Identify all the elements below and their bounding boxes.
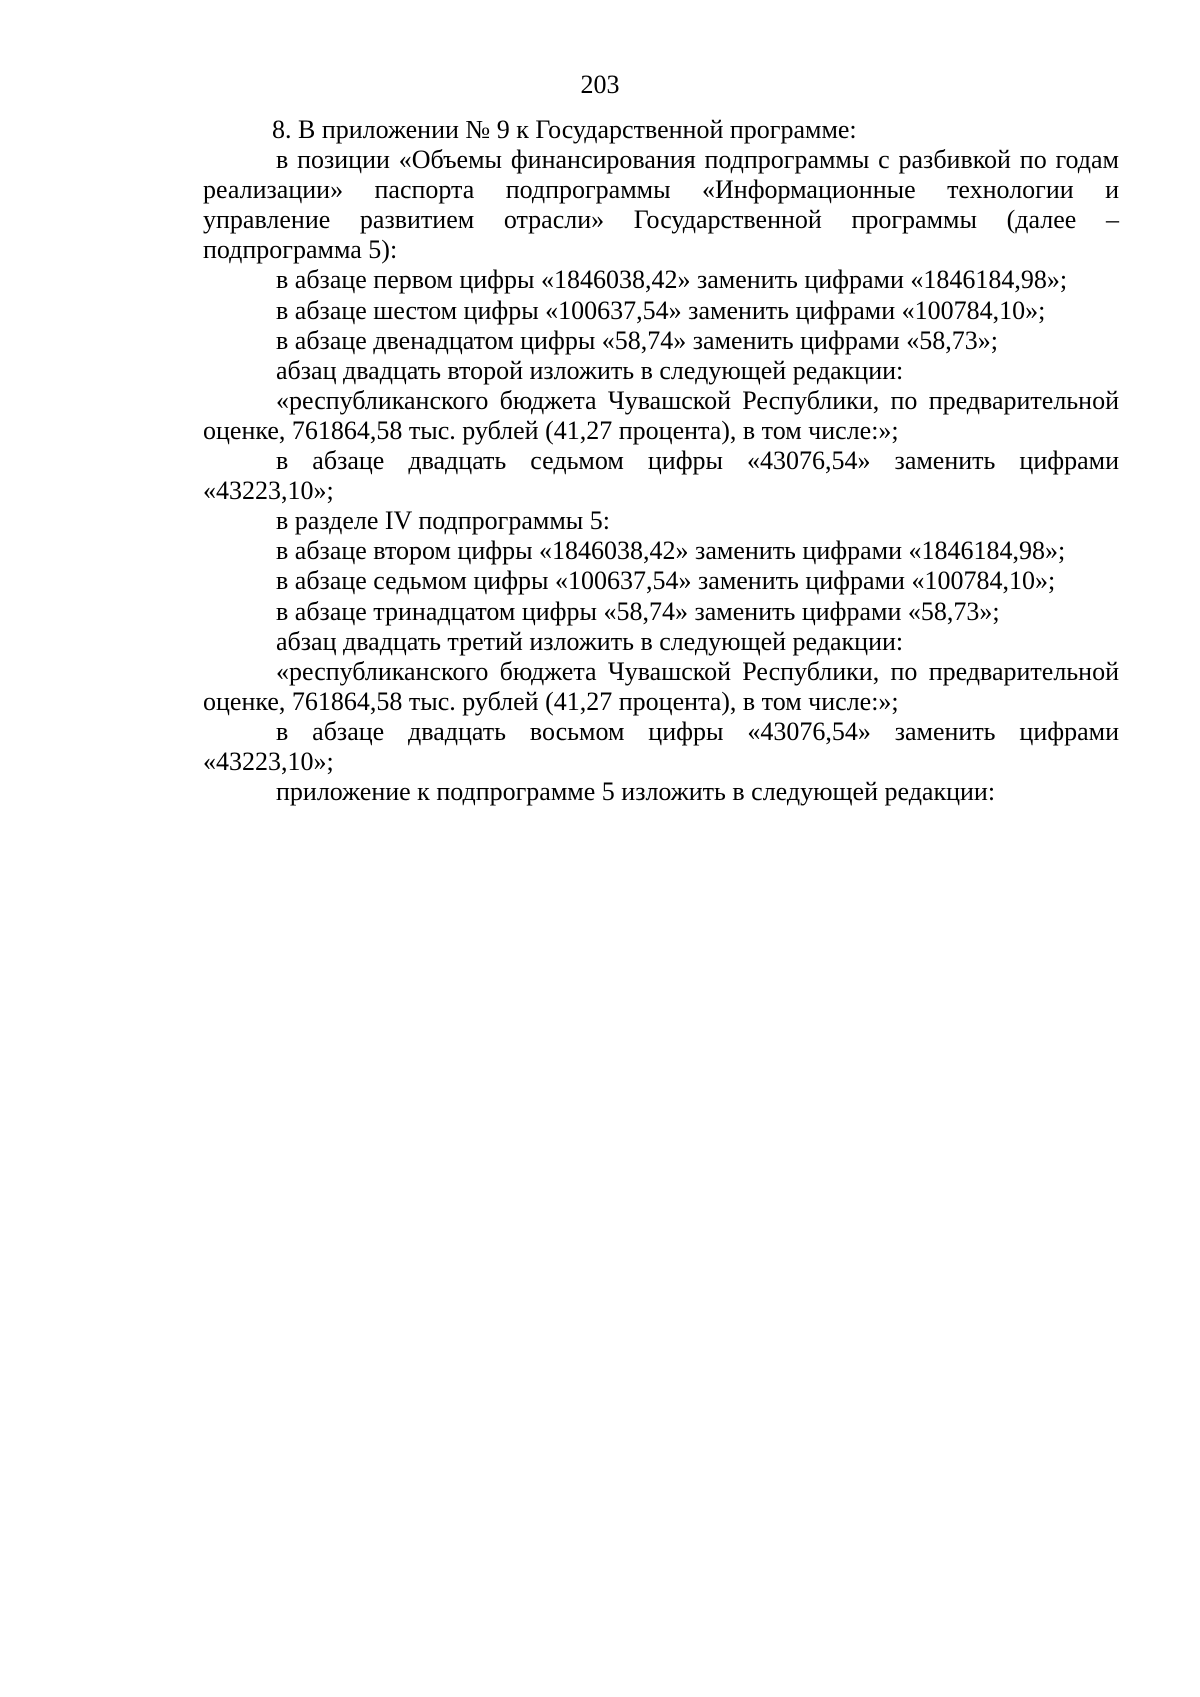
paragraph-budget-quote-2: «республиканского бюджета Чувашской Республики, по предварительной оценке, 761864,58 тыс. рублей (41,27 процента), в том числе:»; [203, 656, 1119, 716]
paragraph-financing-position: в позиции «Объемы финансирования подпрограммы с разбивкой по годам реализации» паспорта подпрограммы «Информационные технологии и управление развитием отрасли» Государственной программы (далее – подпрограмма 5): [203, 145, 1119, 265]
paragraph-budget-quote-1: «республиканского бюджета Чувашской Республики, по предварительной оценке, 761864,58 тыс. рублей (41,27 процента), в том числе:»; [203, 385, 1119, 445]
paragraph-twenty-third-abzac: абзац двадцать третий изложить в следующей редакции: [276, 626, 904, 656]
paragraph-twenty-eighth-abzac: в абзаце двадцать восьмом цифры «43076,54» заменить цифрами «43223,10»; [203, 716, 1119, 776]
paragraph-twelfth-abzac: в абзаце двенадцатом цифры «58,74» заменить цифрами «58,73»; [276, 325, 998, 355]
document-body [203, 115, 1119, 807]
paragraph-item-8-heading: 8. В приложении № 9 к Государственной программе: [272, 115, 857, 144]
paragraph-sixth-abzac: в абзаце шестом цифры «100637,54» заменить цифрами «100784,10»; [276, 295, 1046, 325]
paragraph-thirteenth-abzac: в абзаце тринадцатом цифры «58,74» заменить цифрами «58,73»; [276, 596, 1000, 626]
paragraph-appendix-subprogram-5: приложение к подпрограмме 5 изложить в следующей редакции: [276, 777, 996, 807]
paragraph-twenty-seventh-abzac: в абзаце двадцать седьмом цифры «43076,54» заменить цифрами «43223,10»; [203, 446, 1119, 506]
page-number: 203 [580, 70, 620, 99]
paragraph-first-abzac: в абзаце первом цифры «1846038,42» заменить цифрами «1846184,98»; [276, 265, 1068, 295]
paragraph-twenty-second-abzac: абзац двадцать второй изложить в следующей редакции: [276, 355, 904, 385]
paragraph-section-iv: в разделе IV подпрограммы 5: [276, 506, 610, 536]
paragraph-seventh-abzac: в абзаце седьмом цифры «100637,54» заменить цифрами «100784,10»; [276, 566, 1056, 596]
paragraph-second-abzac: в абзаце втором цифры «1846038,42» заменить цифрами «1846184,98»; [276, 536, 1066, 566]
